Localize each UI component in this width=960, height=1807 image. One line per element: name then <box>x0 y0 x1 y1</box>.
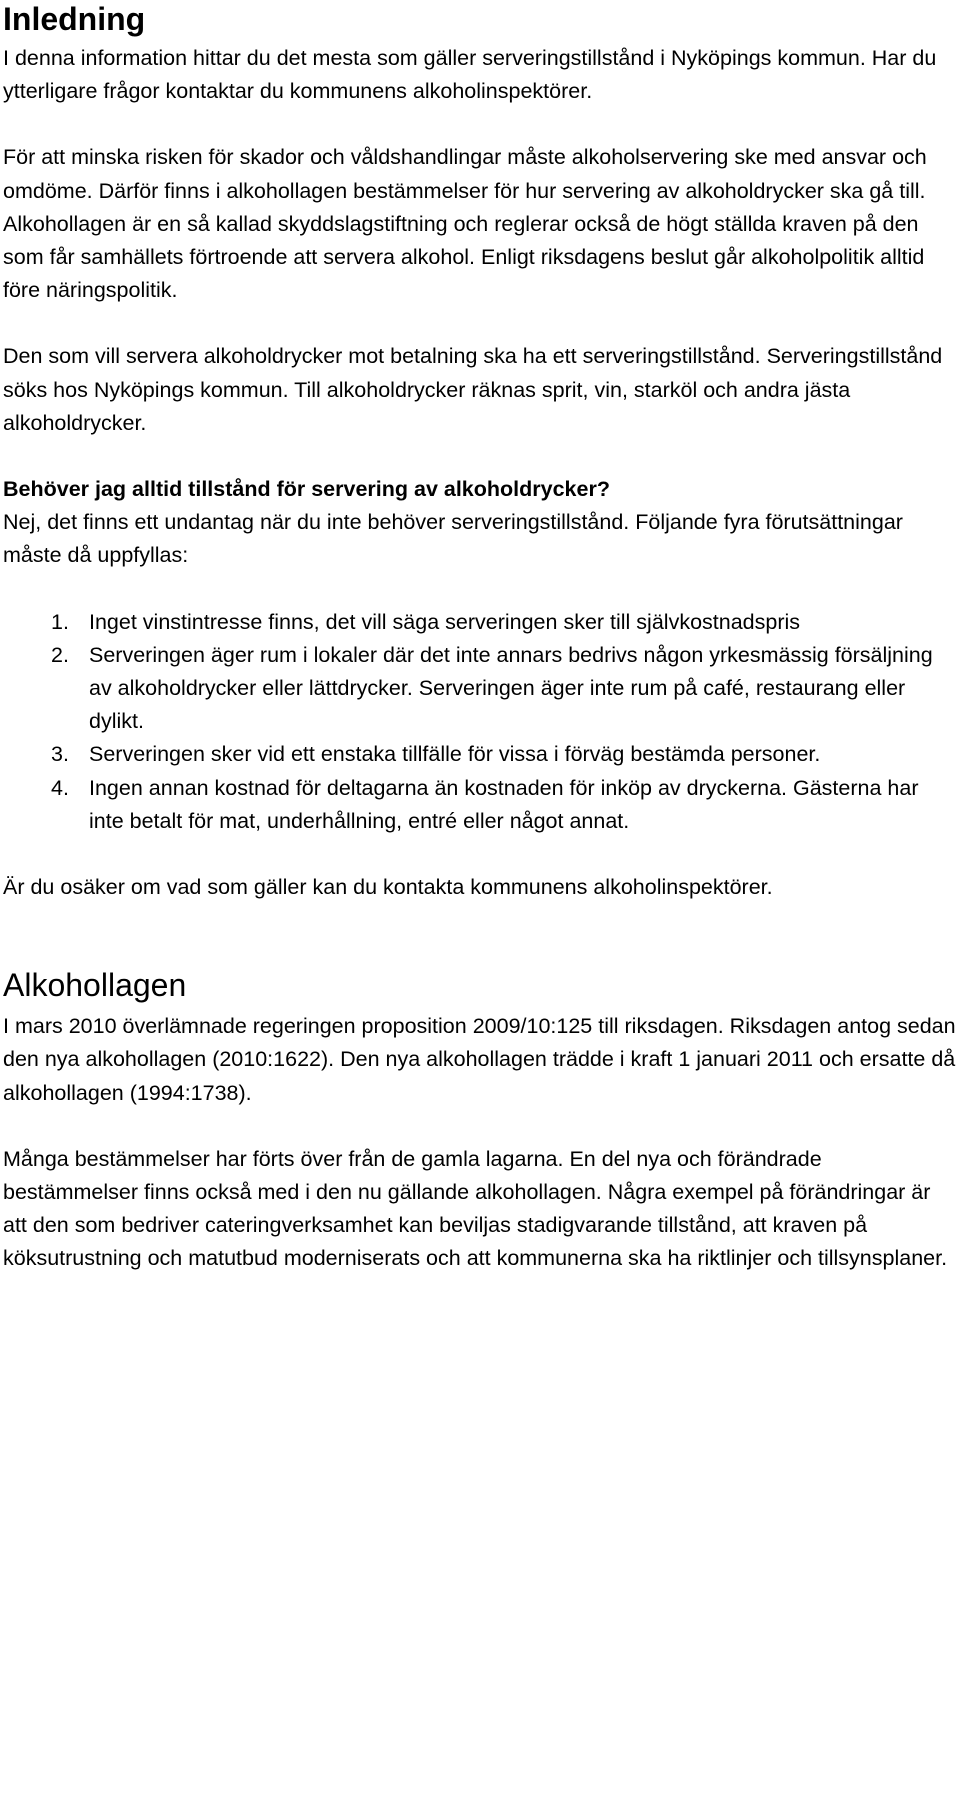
law-paragraph: I mars 2010 överlämnade regeringen proposition 2009/10:125 till riksdagen. Riksdagen antog sedan den nya alkohollagen (2010:1622). Den nya alkohollagen trädde i kraft 1 januari 2011 och ersatte då alkohollagen (1994:1738). <box>3 1014 956 1105</box>
list-item-number: 2. <box>51 642 69 667</box>
section-heading-alkohollagen: Alkohollagen <box>3 967 187 1004</box>
answer-paragraph: Nej, det finns ett undantag när du inte behöver serveringstillstånd. Följande fyra förutsättningar måste då uppfyllas: <box>3 510 903 568</box>
list-item-number: 3. <box>51 742 69 767</box>
list-item-text: Ingen annan kostnad för deltagarna än kostnaden för inköp av dryckerna. Gästerna har inte betalt för mat, underhållning, entré eller något annat. <box>89 775 919 833</box>
list-item-text: Serveringen sker vid ett enstaka tillfälle för vissa i förväg bestämda personer. <box>89 742 821 767</box>
permit-paragraph: Den som vill servera alkoholdrycker mot betalning ska ha ett serveringstillstånd. Serveringstillstånd söks hos Nyköpings kommun. Till alkoholdrycker räknas sprit, vin, starköl och andra jästa alkoholdrycker. <box>3 344 943 435</box>
question-heading: Behöver jag alltid tillstånd för servering av alkoholdrycker? <box>3 477 610 502</box>
list-item <box>3 606 958 639</box>
list-item <box>3 772 958 838</box>
changes-paragraph: Många bestämmelser har förts över från de gamla lagarna. En del nya och förändrade bestämmelser finns också med i den nu gällande alkohollagen. Några exempel på förändringar är att den som bedriver cateringverksamhet kan beviljas stadigvarande tillstånd, att kraven på köksutrustning och matutbud moderniserats och att kommunerna ska ha riktlinjer och tillsynsplaner. <box>3 1146 948 1271</box>
intro-paragraph: I denna information hittar du det mesta som gäller serveringstillstånd i Nyköpings kommun. Har du ytterligare frågor kontaktar du kommunens alkoholinspektörer. <box>3 46 937 104</box>
list-item-text: Inget vinstintresse finns, det vill säga serveringen sker till självkostnadspris <box>89 609 801 634</box>
list-item <box>3 639 958 739</box>
section-heading-inledning: Inledning <box>3 1 146 37</box>
conditions-list <box>3 606 958 838</box>
risk-paragraph: För att minska risken för skador och våldshandlingar måste alkoholservering ske med ansvar och omdöme. Därför finns i alkohollagen bestämmelser för hur servering av alkoholdrycker ska gå till. Alkohollagen är en så kallad skyddslagstiftning och reglerar också de högt ställda kraven på den som får samhällets förtroende att servera alkohol. Enligt riksdagens beslut går alkoholpolitik alltid före näringspolitik. <box>3 145 927 303</box>
list-item-number: 4. <box>51 775 69 800</box>
list-item-text: Serveringen äger rum i lokaler där det inte annars bedrivs någon yrkesmässig försäljning av alkoholdrycker eller lättdrycker. Serveringen äger inte rum på café, restaurang eller dylikt. <box>89 642 933 734</box>
contact-paragraph: Är du osäker om vad som gäller kan du kontakta kommunens alkoholinspektörer. <box>3 875 773 900</box>
list-item-number: 1. <box>51 609 69 634</box>
list-item <box>3 738 958 771</box>
